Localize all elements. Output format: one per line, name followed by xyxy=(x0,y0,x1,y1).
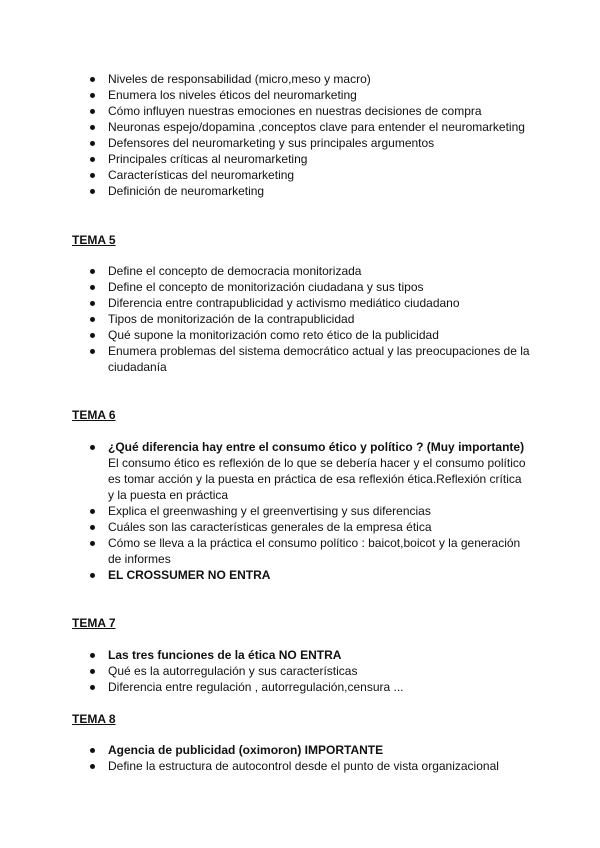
list-item: Define la estructura de autocontrol desde el punto de vista organizacional xyxy=(90,758,530,774)
tema8-heading: TEMA 8 xyxy=(72,712,116,726)
list-item: Define el concepto de democracia monitorizada xyxy=(90,263,530,279)
list-item-note: Agencia de publicidad (oximoron) IMPORTANTE xyxy=(90,742,530,758)
list-item-key-question xyxy=(90,439,530,503)
key-question-answer: El consumo ético es reflexión de lo que se debería hacer y el consumo político es tomar acción y la puesta en práctica de esa reflexión ética.Reflexión crítica y la puesta en práctica xyxy=(108,456,526,502)
list-item: Enumera problemas del sistema democrático actual y las preocupaciones de la ciudadanía xyxy=(90,343,530,375)
list-item: Cómo influyen nuestras emociones en nuestras decisiones de compra xyxy=(90,103,530,119)
list-item: Tipos de monitorización de la contrapublicidad xyxy=(90,311,530,327)
list-item: Define el concepto de monitorización ciudadana y sus tipos xyxy=(90,279,530,295)
tema6-heading: TEMA 6 xyxy=(72,408,116,422)
list-item: Neuronas espejo/dopamina ,conceptos clave para entender el neuromarketing xyxy=(90,119,530,135)
list-item: Diferencia entre regulación , autorregulación,censura ... xyxy=(90,679,530,695)
list-item: Características del neuromarketing xyxy=(90,167,530,183)
list-item: Definición de neuromarketing xyxy=(90,183,530,199)
list-item: Enumera los niveles éticos del neuromarketing xyxy=(90,87,530,103)
list-item: Qué supone la monitorización como reto ético de la publicidad xyxy=(90,327,530,343)
list-item-note: Las tres funciones de la ética NO ENTRA xyxy=(90,647,530,663)
list-item: Defensores del neuromarketing y sus principales argumentos xyxy=(90,135,530,151)
tema6-list xyxy=(90,439,530,583)
list-item: Explica el greenwashing y el greenvertising y sus diferencias xyxy=(90,503,530,519)
tema8-list xyxy=(90,742,530,774)
tema5-heading: TEMA 5 xyxy=(72,233,116,247)
key-question: ¿Qué diferencia hay entre el consumo ético y político ? (Muy importante) xyxy=(108,440,525,454)
neuromarketing-list xyxy=(90,71,530,199)
list-item: Diferencia entre contrapublicidad y activismo mediático ciudadano xyxy=(90,295,530,311)
list-item: Cuáles son las características generales de la empresa ética xyxy=(90,519,530,535)
list-item: Qué es la autorregulación y sus características xyxy=(90,663,530,679)
tema5-list xyxy=(90,263,530,375)
tema7-list xyxy=(90,647,530,695)
list-item: Niveles de responsabilidad (micro,meso y macro) xyxy=(90,71,530,87)
list-item: Principales críticas al neuromarketing xyxy=(90,151,530,167)
tema7-heading: TEMA 7 xyxy=(72,616,116,630)
list-item: Cómo se lleva a la práctica el consumo político : baicot,boicot y la generación de informes xyxy=(90,535,530,567)
list-item-note: EL CROSSUMER NO ENTRA xyxy=(90,567,530,583)
